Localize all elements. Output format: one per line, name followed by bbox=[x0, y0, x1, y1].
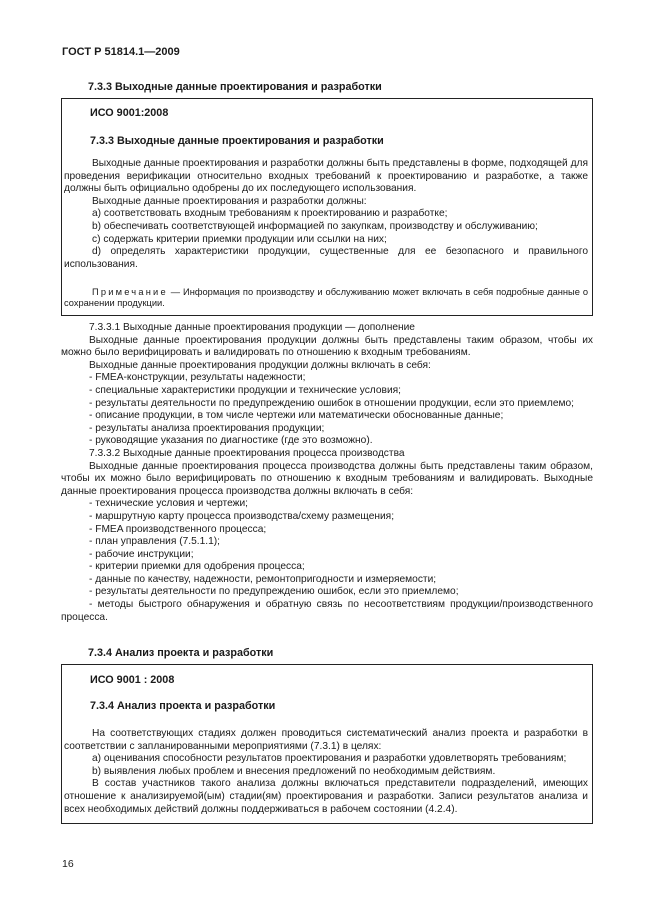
list-item: - данные по качеству, надежности, ремонтопригодности и измеряемости; bbox=[89, 573, 437, 585]
box-para-1: Выходные данные проектирования и разработки должны быть представлены в форме, подходящей для проведения верификации относительно входных требований к проектированию и разработке, а также должны быть официально одобрены до их последующего использования. bbox=[64, 158, 588, 195]
note-label: Примечание bbox=[92, 286, 168, 297]
iso-standard-label: ИСО 9001 : 2008 bbox=[90, 674, 175, 686]
body-para: Выходные данные проектирования процесса производства должны быть представлены таким образом, чтобы их можно было верифицировать по отношению к входным требованиям и валидировать. Выходные данные проектирования процесса производства должны включать в себя: bbox=[61, 460, 593, 497]
box-para-2: Выходные данные проектирования и разработки должны: bbox=[92, 195, 367, 207]
list-item: - специальные характеристики продукции и технические условия; bbox=[89, 384, 401, 396]
body-7331 bbox=[61, 322, 593, 624]
list-item: - руководящие указания по диагностике (где это возможно). bbox=[89, 435, 373, 447]
list-item: a) соответствовать входным требованиям к проектированию и разработке; bbox=[92, 208, 448, 220]
list-item: - результаты деятельности по предупреждению ошибок в отношении продукции, если это приемлемо; bbox=[89, 397, 575, 409]
list-item: - FMEA-конструкции, результаты надежности; bbox=[89, 372, 306, 384]
list-item: - описание продукции, в том числе чертежи или математически обоснованные данные; bbox=[89, 410, 504, 422]
list-item: b) выявления любых проблем и внесения предложений по необходимым действиям. bbox=[92, 765, 496, 777]
list-item: d) определять характеристики продукции, существенные для ее безопасного и правильного использования. bbox=[64, 246, 588, 270]
note-text: — Информация по производству и обслуживанию может включать в себя подробные данные о сохранении продукции. bbox=[64, 286, 588, 309]
section-heading-733: 7.3.3 Выходные данные проектирования и разработки bbox=[88, 81, 382, 93]
box-title-734: 7.3.4 Анализ проекта и разработки bbox=[90, 700, 276, 712]
list-item: - результаты анализа проектирования продукции; bbox=[89, 422, 325, 434]
list-item: - технические условия и чертежи; bbox=[89, 498, 248, 510]
page-number: 16 bbox=[62, 858, 74, 870]
list-item: c) содержать критерии приемки продукции или ссылки на них; bbox=[92, 233, 387, 245]
list-item: - рабочие инструкции; bbox=[89, 548, 194, 560]
body-para: Выходные данные проектирования продукции должны включать в себя: bbox=[89, 359, 431, 371]
list-item: - маршрутную карту процесса производства/схему размещения; bbox=[89, 510, 395, 522]
iso-quote-box-733 bbox=[61, 98, 593, 316]
list-item: b) обеспечивать соответствующей информацией по закупкам, производству и обслуживанию; bbox=[92, 220, 538, 232]
box-para-1: На соответствующих стадиях должен проводиться систематический анализ проекта и разработки в соответствии с запланированными мероприятиями (7.3.1) в целях: bbox=[64, 728, 588, 752]
list-item: a) оценивания способности результатов проектирования и разработки удовлетворять требованиям; bbox=[92, 753, 567, 765]
box-para-2: В состав участников такого анализа должны включаться представители подразделений, имеющих отношение к анализируемой(ым) стадии(ям) проектирования и разработки. Записи результатов анализа и всех необходимых действий должны поддерживаться в рабочем состоянии (4.2.4). bbox=[64, 778, 588, 815]
iso-standard-label: ИСО 9001:2008 bbox=[90, 107, 169, 119]
list-item: - результаты деятельности по предупреждению ошибок, если это приемлемо; bbox=[89, 586, 459, 598]
list-item: - критерии приемки для одобрения процесса; bbox=[89, 561, 305, 573]
iso-quote-box-734 bbox=[61, 664, 593, 824]
note bbox=[64, 287, 588, 310]
document-header: ГОСТ Р 51814.1—2009 bbox=[62, 46, 180, 58]
body-para: Выходные данные проектирования продукции должны быть представлены таким образом, чтобы их можно было верифицировать и валидировать по отношению к входным требованиям. bbox=[61, 334, 593, 359]
box-title-733: 7.3.3 Выходные данные проектирования и разработки bbox=[90, 135, 384, 147]
section-heading-734: 7.3.4 Анализ проекта и разработки bbox=[88, 647, 274, 659]
list-item: - методы быстрого обнаружения и обратную связь по несоответствиям продукции/производственного процесса. bbox=[61, 599, 593, 623]
list-item: - FMEA производственного процесса; bbox=[89, 523, 267, 535]
subsection-heading-7332: 7.3.3.2 Выходные данные проектирования процесса производства bbox=[89, 447, 405, 459]
subsection-heading-7331: 7.3.3.1 Выходные данные проектирования продукции — дополнение bbox=[89, 322, 415, 333]
list-item: - план управления (7.5.1.1); bbox=[89, 536, 220, 548]
